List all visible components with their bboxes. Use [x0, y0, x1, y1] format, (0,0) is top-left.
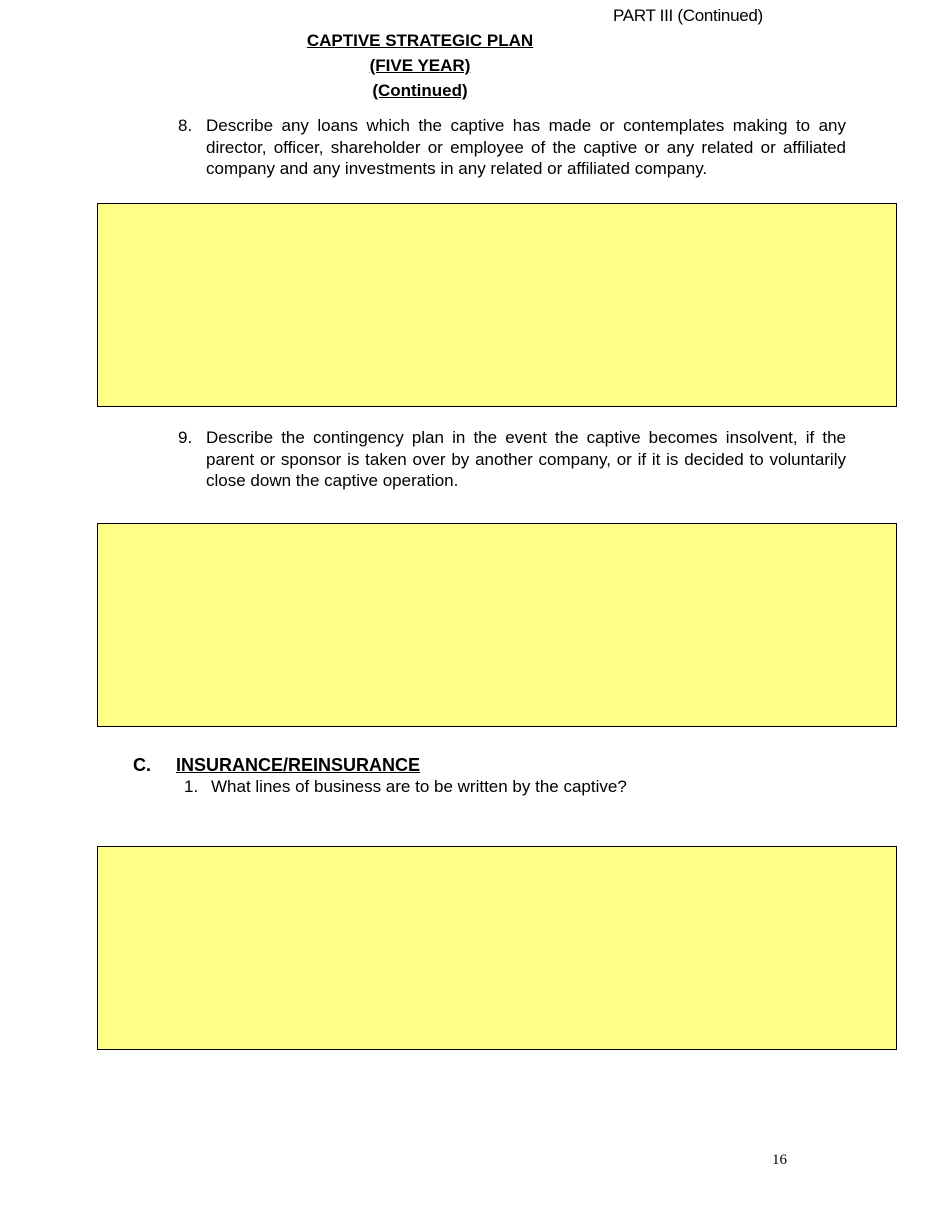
- answer-field-question-8[interactable]: [97, 203, 897, 407]
- answer-field-question-c1[interactable]: [97, 846, 897, 1050]
- question-text: Describe any loans which the captive has made or contemplates making to any director, officer, shareholder or employee of the captive or any related or affiliated company and any investments in any related or affiliated company.: [206, 116, 846, 178]
- section-letter: C.: [133, 755, 151, 775]
- question-number: 9.: [178, 428, 193, 447]
- answer-field-question-9[interactable]: [97, 523, 897, 727]
- question-number: 8.: [178, 116, 193, 135]
- page-number: 16: [772, 1152, 787, 1168]
- section-heading: INSURANCE/REINSURANCE: [176, 755, 421, 775]
- question-number: 1.: [184, 777, 199, 796]
- part-label: PART III (Continued): [613, 6, 763, 25]
- question-text: What lines of business are to be written by the captive?: [211, 777, 627, 796]
- page-subtitle: (FIVE YEAR): [369, 56, 471, 75]
- page-title: CAPTIVE STRATEGIC PLAN: [306, 31, 534, 50]
- page-subtitle-continued: (Continued): [372, 81, 468, 100]
- question-text: Describe the contingency plan in the event the captive becomes insolvent, if the parent or sponsor is taken over by another company, or if it is decided to voluntarily close down the captive operation.: [206, 428, 846, 490]
